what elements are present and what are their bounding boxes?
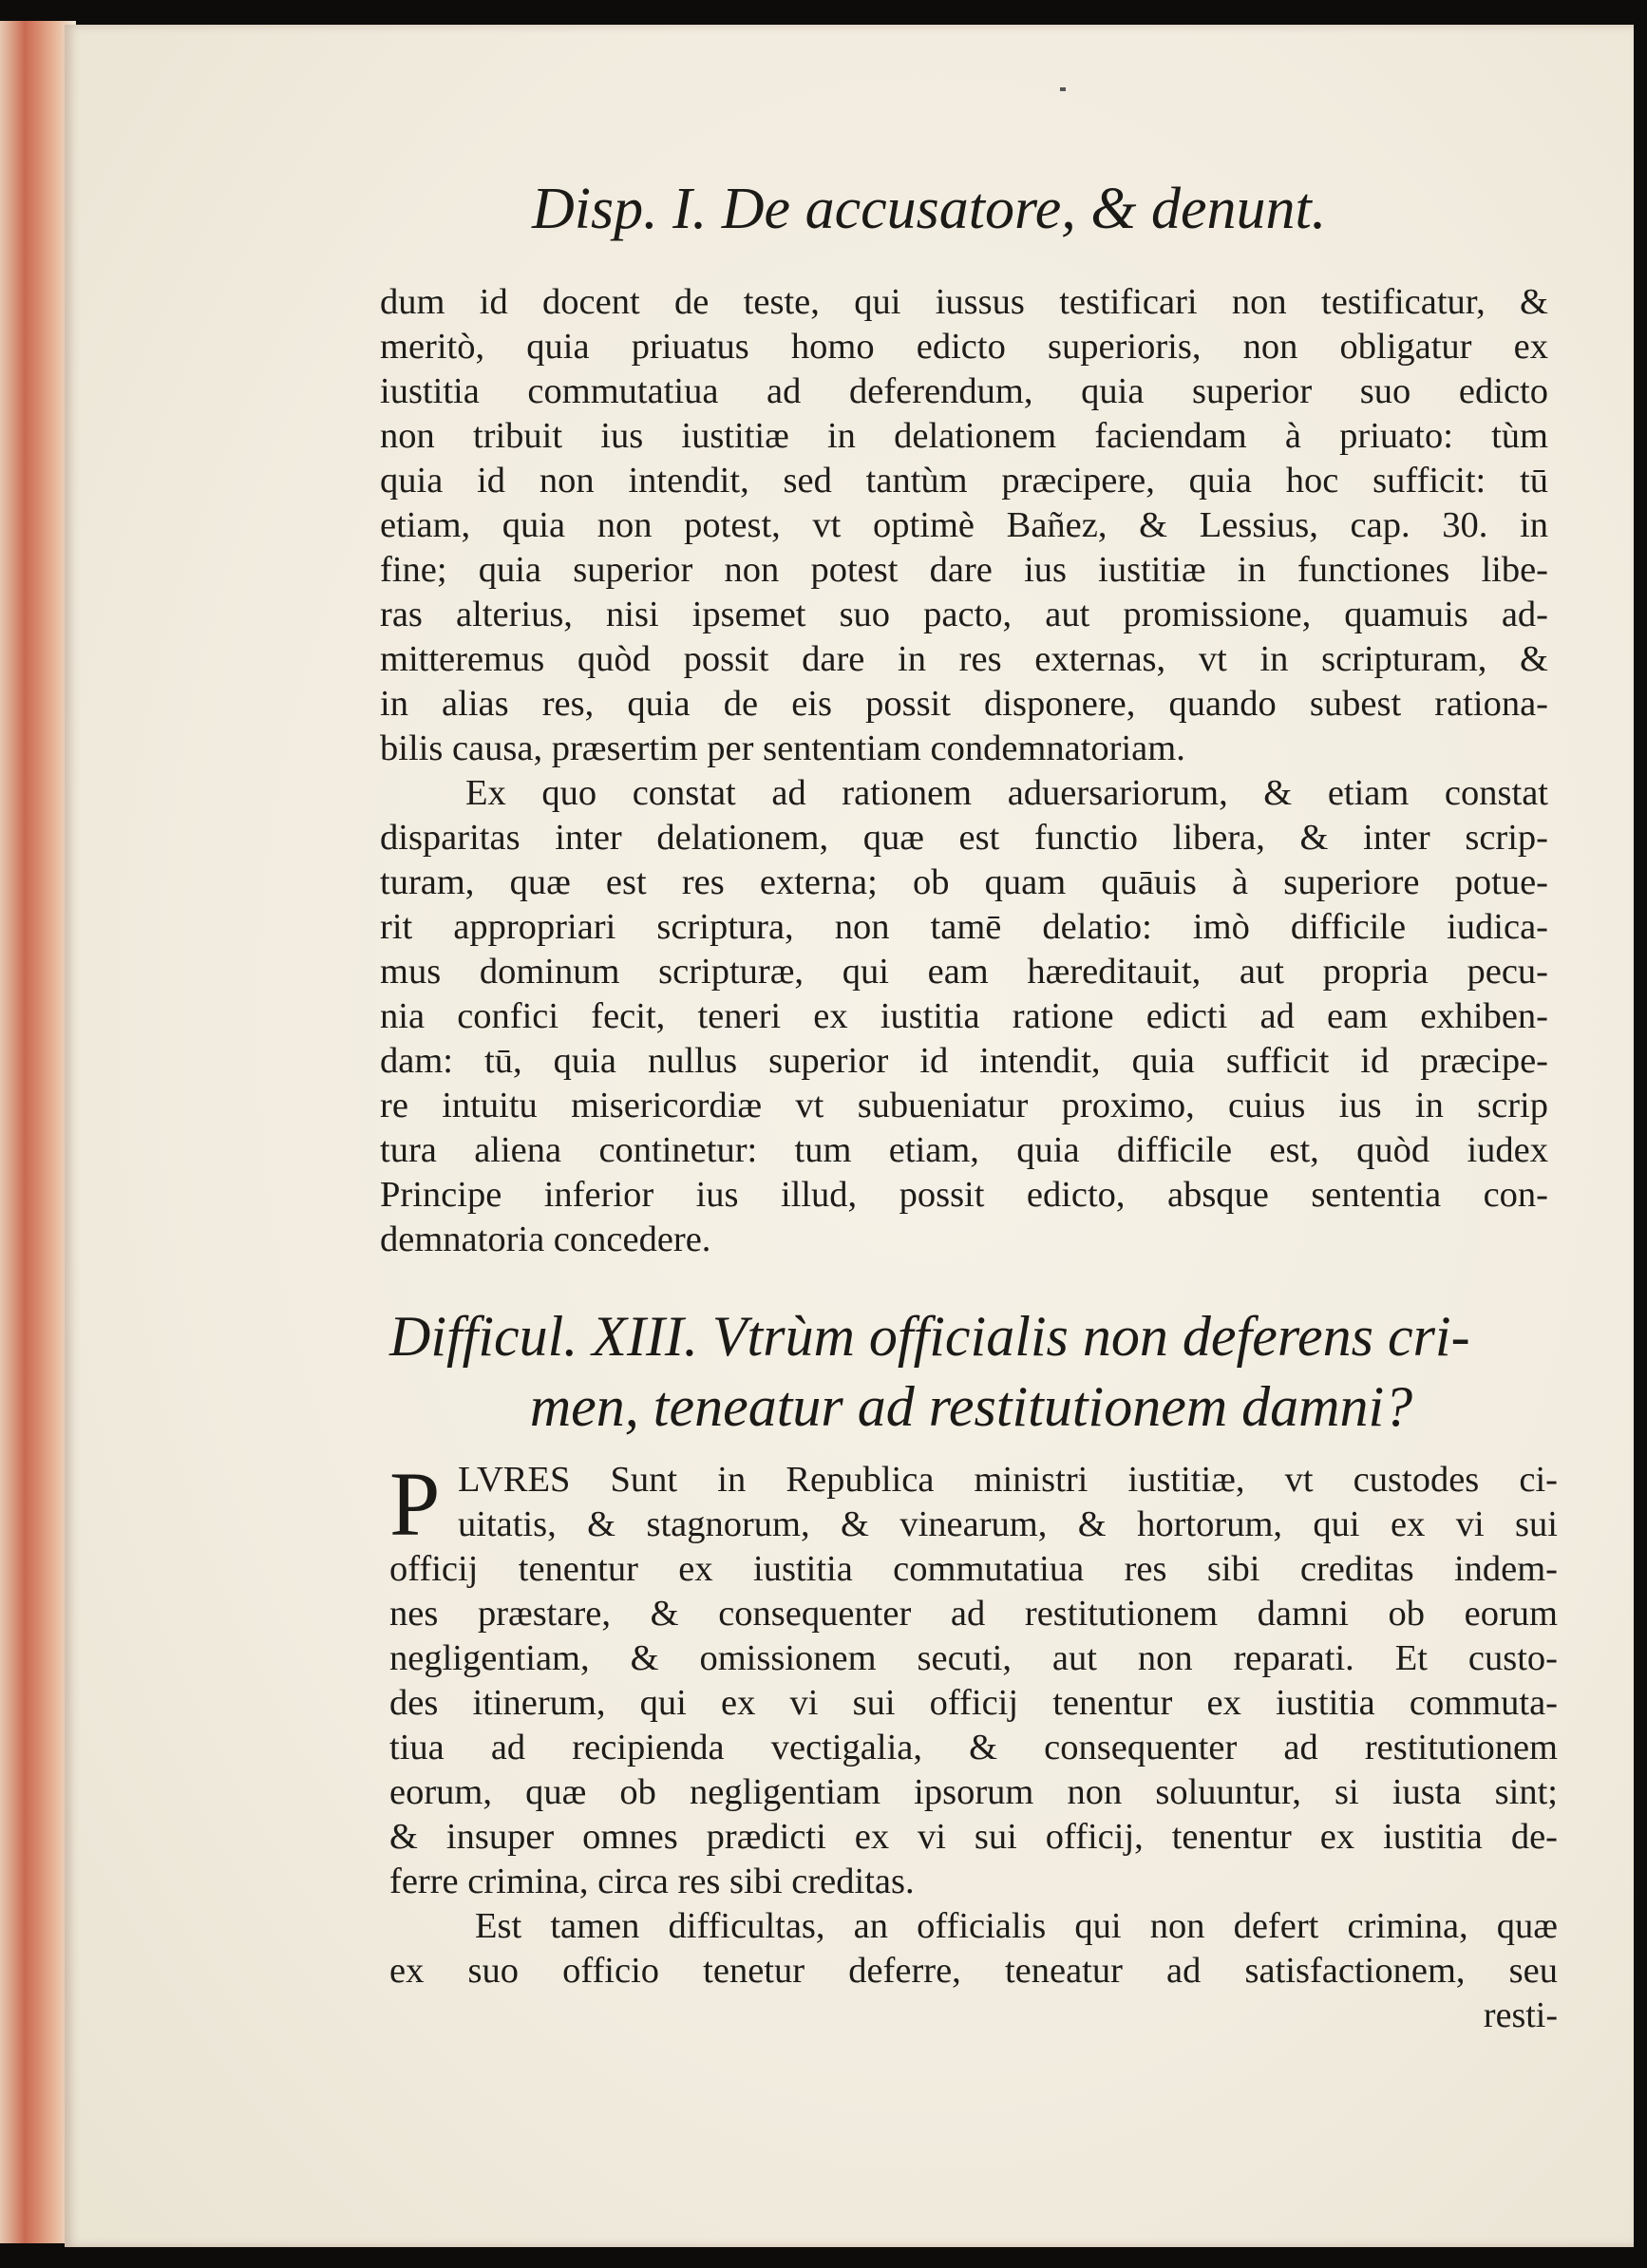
text-line: fine; quia superior non potest dare ius iustitiæ in functiones libe- [380, 550, 1548, 590]
text-line: nia confici fecit, teneri ex iustitia ratione edicti ad eam exhiben- [380, 996, 1548, 1036]
text-line: quia id non intendit, sed tantùm præcipere, quia hoc sufficit: tū [380, 461, 1548, 501]
section-heading-line: men, teneatur ad restitutionem damni? [529, 1375, 1413, 1438]
text-line: meritò, quia priuatus homo edicto superioris, non obligatur ex [380, 327, 1548, 367]
section-heading [389, 1301, 1553, 1442]
text-line: in alias res, quia de eis possit disponere, quando subest rationa- [380, 684, 1548, 724]
drop-cap: P [389, 1453, 441, 1555]
ink-mark [1060, 87, 1066, 91]
text-line: eorum, quæ ob negligentiam ipsorum non soluuntur, si iusta sint; [389, 1772, 1558, 1812]
catchword: resti- [1483, 1995, 1558, 2035]
text-line: mus dominum scripturæ, qui eam hæreditauit, aut propria pecu- [380, 952, 1548, 992]
text-line: ex suo officio tenetur deferre, teneatur ad satisfactionem, seu [389, 1951, 1558, 1991]
text-line: negligentiam, & omissionem secuti, aut non reparati. Et custo- [389, 1638, 1558, 1678]
text-line: turam, quæ est res externa; ob quam quāuis à superiore potue- [380, 862, 1548, 902]
text-line: bilis causa, præsertim per sententiam condemnatoriam. [380, 728, 1185, 768]
text-line: rit appropriari scriptura, non tamē delatio: imò difficile iudica- [380, 907, 1548, 947]
text-line: Ex quo constat ad rationem aduersariorum, & etiam constat [465, 773, 1548, 813]
text-line: officij tenentur ex iustitia commutatiua res sibi creditas indem- [389, 1549, 1558, 1589]
text-line: mitteremus quòd possit dare in res externas, vt in scripturam, & [380, 639, 1548, 679]
text-line: etiam, quia non potest, vt optimè Bañez, & Lessius, cap. 30. in [380, 505, 1548, 545]
text-line: dam: tū, quia nullus superior id intendit, quia sufficit id præcipe- [380, 1041, 1548, 1081]
running-header: Disp. I. De accusatore, & denunt. [532, 177, 1327, 241]
paragraph-3 [389, 1453, 1558, 1994]
text-line: demnatoria concedere. [380, 1219, 711, 1259]
text-line: ferre crimina, circa res sibi creditas. [389, 1862, 915, 1901]
text-line: nes præstare, & consequenter ad restitutionem damni ob eorum [389, 1594, 1558, 1634]
text-line: tura aliena continetur: tum etiam, quia difficile est, quòd iudex [380, 1130, 1548, 1170]
text-line: uitatis, & stagnorum, & vinearum, & hortorum, qui ex vi sui [458, 1504, 1558, 1544]
text-line: tiua ad recipienda vectigalia, & consequenter ad restitutionem [389, 1728, 1558, 1767]
text-line: & insuper omnes prædicti ex vi sui officij, tenentur ex iustitia de- [389, 1817, 1558, 1857]
text-line: Principe inferior ius illud, possit edicto, absque sententia con- [380, 1175, 1548, 1215]
text-line: iustitia commutatiua ad deferendum, quia superior suo edicto [380, 371, 1548, 411]
text-line: des itinerum, qui ex vi sui officij tenentur ex iustitia commuta- [389, 1683, 1558, 1723]
section-heading-line: Difficul. XIII. Vtrùm officialis non deferens cri- [389, 1305, 1470, 1368]
text-line: dum id docent de teste, qui iussus testificari non testificatur, & [380, 282, 1548, 322]
text-line: Est tamen difficultas, an officialis qui non defert crimina, quæ [475, 1906, 1558, 1946]
text-line: disparitas inter delationem, quæ est functio libera, & inter scrip- [380, 818, 1548, 858]
drop-cap-block [389, 1453, 1558, 1555]
text-line: LVRES Sunt in Republica ministri iustitiæ, vt custodes ci- [458, 1460, 1558, 1500]
text-line: ras alterius, nisi ipsemet suo pacto, aut promissione, quamuis ad- [380, 595, 1548, 634]
paragraph-1 [380, 280, 1548, 1262]
text-line: re intuitu misericordiæ vt subueniatur proximo, cuius ius in scrip [380, 1086, 1548, 1125]
text-line: non tribuit ius iustitiæ in delationem faciendam à priuato: tùm [380, 416, 1548, 456]
